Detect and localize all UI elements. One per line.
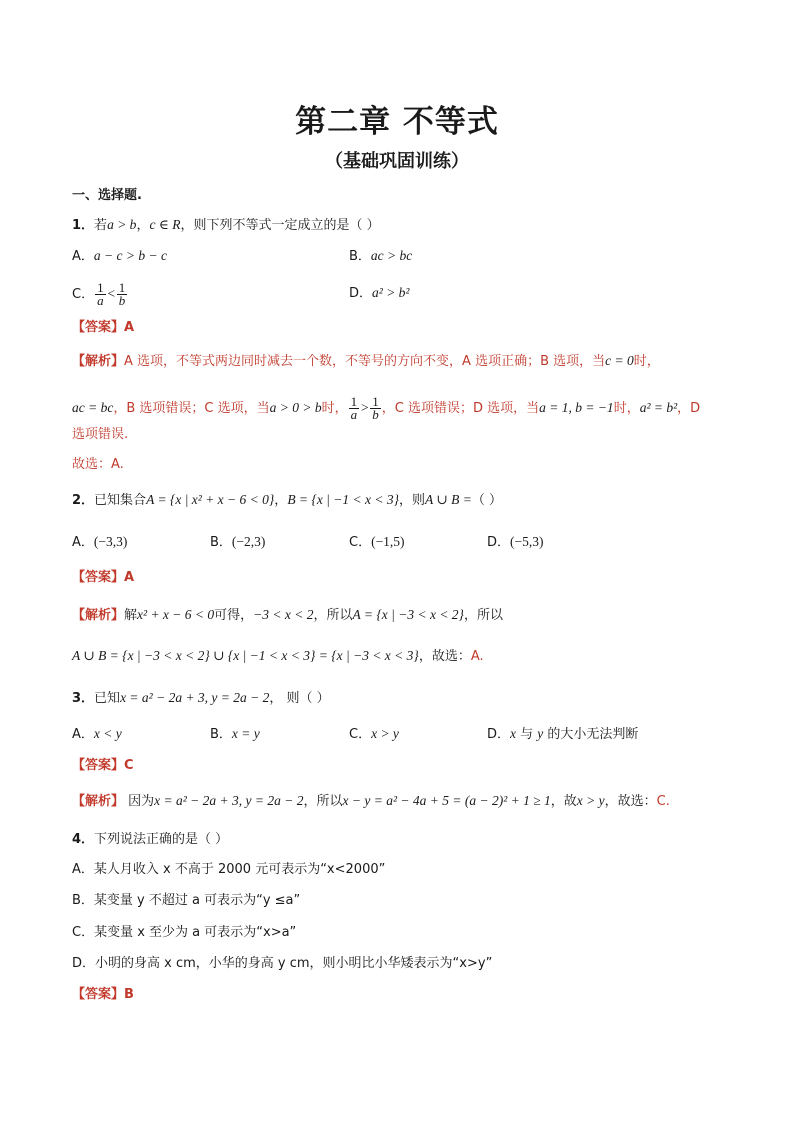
- question-2-analysis-line-1: 【解析】解x² + x − 6 < 0可得，−3 < x < 2，所以A = {x | −3 < x < 2}，所以: [72, 607, 503, 623]
- question-2-option-c: C．(−1,5): [349, 534, 405, 550]
- question-4-option-b: B．某变量 y 不超过 a 可表示为“y ≤a”: [72, 893, 301, 908]
- question-3-option-a: A．x < y: [72, 726, 122, 742]
- fraction: $\frac{1}{b}$: [372, 394, 379, 422]
- question-4-option-a: A．某人月收入 x 不高于 2000 元可表示为“x<2000”: [72, 862, 386, 877]
- question-2-option-a: A．(−3,3): [72, 534, 128, 550]
- question-1-stem: 1．若a > b，c ∈ R，则下列不等式一定成立的是（ ）: [72, 217, 380, 233]
- question-1-analysis-line-2: ac = bc，B 选项错误；C 选项，当a > 0 > b时， $\frac{1}{a}$ > $\frac{1}{b}$ ，C 选项错误；D 选项，当a = 1, b = −1时，a² = b²，D: [72, 394, 701, 422]
- fraction: $\frac{1}{b}$: [118, 280, 126, 308]
- question-1-conclusion: 故选：A.: [72, 457, 124, 472]
- fraction: $\frac{1}{a}$: [97, 280, 104, 308]
- question-1-option-b: B．ac > bc: [349, 248, 413, 264]
- question-3-answer: 【答案】C: [72, 758, 134, 773]
- section-heading: 一、选择题.: [72, 188, 142, 203]
- question-4-option-d: D．小明的身高 x cm，小华的身高 y cm，则小明比小华矮表示为“x>y”: [72, 956, 493, 971]
- question-4-answer: 【答案】B: [72, 987, 134, 1002]
- question-number: 4．: [72, 832, 95, 847]
- fraction: $\frac{1}{a}$: [350, 394, 358, 422]
- question-1-option-d: D．a² > b²: [349, 285, 410, 301]
- question-4-option-c: C．某变量 x 至少为 a 可表示为“x>a”: [72, 925, 297, 940]
- question-3-option-b: B．x = y: [210, 726, 260, 742]
- question-2-option-d: D．(−5,3): [487, 534, 544, 550]
- page-subtitle: （基础巩固训练）: [325, 151, 469, 172]
- question-number: 1．: [72, 218, 95, 233]
- question-1-answer: 【答案】A: [72, 320, 135, 335]
- question-3-analysis: 【解析】 因为x = a² − 2a + 3, y = 2a − 2，所以x − y = a² − 4a + 5 = (a − 2)² + 1 ≥ 1，故x > y，故选：C.: [72, 793, 670, 809]
- question-2-stem: 2．已知集合A = {x | x² + x − 6 < 0}，B = {x | −1 < x < 3}，则A ∪ B =（ ）: [72, 492, 502, 508]
- question-1-option-a: A．a − c > b − c: [72, 248, 167, 264]
- question-2-option-b: B．(−2,3): [210, 534, 266, 550]
- question-number: 2．: [72, 493, 95, 508]
- page-title: 第二章 不等式: [295, 104, 499, 140]
- question-4-stem: 4．下列说法正确的是（ ）: [72, 832, 229, 847]
- question-3-option-d: D．x 与 y 的大小无法判断: [487, 726, 639, 742]
- question-number: 3．: [72, 691, 95, 706]
- question-1-option-c: C． $\frac{1}{a}$ < $\frac{1}{b}$: [72, 280, 126, 308]
- question-1-analysis-line-3: 选项错误.: [72, 427, 129, 442]
- question-3-stem: 3．已知x = a² − 2a + 3, y = 2a − 2， 则（ ）: [72, 690, 330, 706]
- question-2-analysis-line-2: A ∪ B = {x | −3 < x < 2} ∪ {x | −1 < x < 3} = {x | −3 < x < 3}，故选：A.: [72, 648, 484, 664]
- question-1-analysis-line-1: 【解析】A 选项，不等式两边同时减去一个数，不等号的方向不变，A 选项正确；B 选项，当c = 0时，: [72, 353, 660, 369]
- question-3-option-c: C．x > y: [349, 726, 399, 742]
- question-2-answer: 【答案】A: [72, 570, 135, 585]
